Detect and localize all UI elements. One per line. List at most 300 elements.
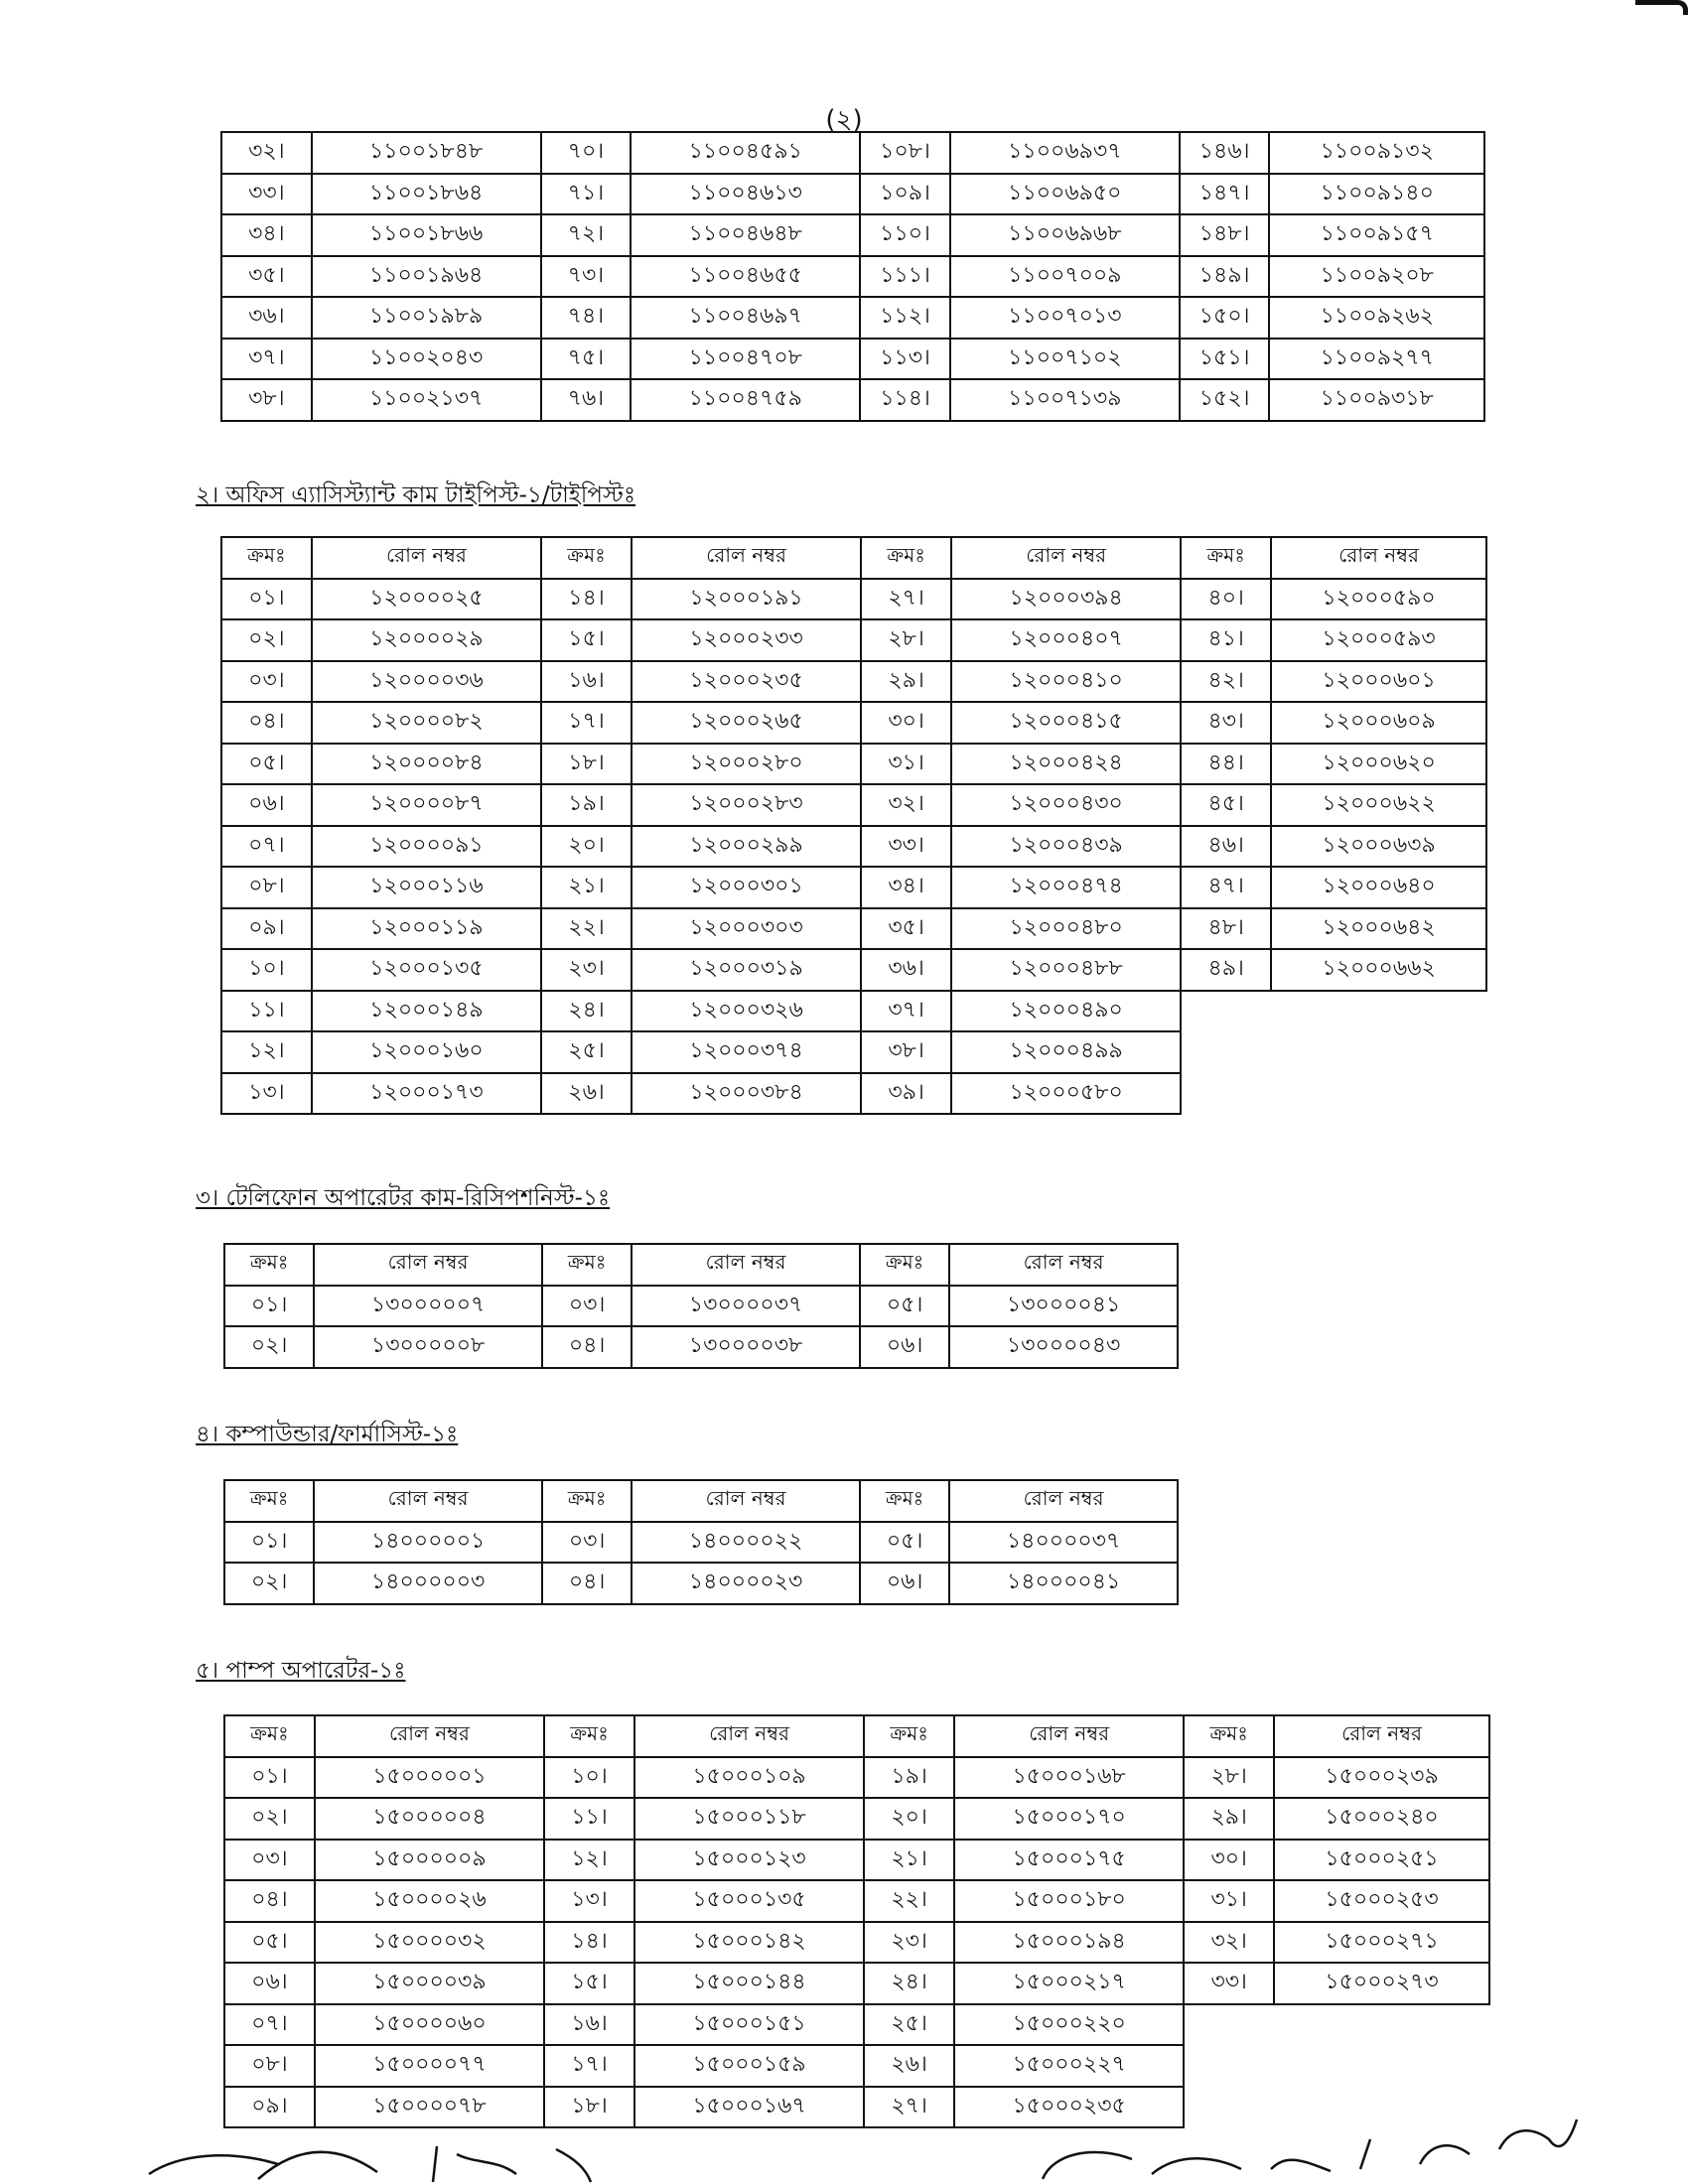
table-row: [221, 379, 1484, 421]
serial-cell: ২৫।: [864, 2004, 954, 2046]
serial-cell: ১১১।: [860, 256, 950, 298]
roll-number-cell: ১৪০০০০২৩: [632, 1563, 860, 1604]
roll-number-cell: ১১০০৪৬১৩: [631, 174, 860, 215]
serial-cell: ১০।: [544, 1757, 634, 1799]
table-row: [224, 1840, 1489, 1881]
table-row: [221, 297, 1484, 339]
serial-cell: ১৫।: [544, 1963, 634, 2004]
roll-number-cell: ১৪০০০০২২: [632, 1522, 860, 1564]
serial-cell: ০৮।: [224, 2045, 315, 2087]
serial-cell: ৩৮।: [221, 379, 312, 421]
serial-cell: ০৪।: [221, 702, 312, 744]
roll-number-cell: ১২০০০৩৮৪: [632, 1073, 861, 1115]
serial-cell: ৪১।: [1181, 619, 1271, 661]
page-edge-mark: [1635, 0, 1688, 15]
roll-number-cell: ১৫০০০১৭০: [954, 1798, 1184, 1840]
serial-header: ক্রমঃ: [542, 1480, 632, 1522]
empty-cell: [1181, 991, 1271, 1032]
table-header-row: [224, 1715, 1489, 1757]
roll-number-cell: ১৫০০০১৪২: [634, 1922, 864, 1964]
roll-number-cell: ১৫০০০১২৩: [634, 1840, 864, 1881]
serial-cell: ২০।: [541, 826, 632, 868]
table-row: [224, 2004, 1489, 2046]
table-row: [221, 744, 1486, 785]
serial-cell: ২২।: [864, 1880, 954, 1922]
section-heading-compounder: ৪। কম্পাউন্ডার/ফার্মাসিস্ট-১ঃ: [196, 1422, 459, 1447]
roll-table-compounder: [223, 1479, 1179, 1605]
roll-number-cell: ১২০০০০৮২: [312, 702, 541, 744]
roll-number-cell: ১৫০০০২৩৫: [954, 2087, 1184, 2128]
roll-number-cell: ১২০০০১১৬: [312, 867, 541, 908]
serial-cell: ০১।: [221, 579, 312, 620]
roll-number-cell: ১৫০০০১৫৯: [634, 2045, 864, 2087]
roll-number-cell: ১৫০০০০৩২: [315, 1922, 544, 1964]
serial-cell: ২৩।: [864, 1922, 954, 1964]
roll-number-header: রোল নম্বর: [632, 537, 861, 579]
serial-cell: ৩৮।: [861, 1031, 951, 1073]
serial-cell: ০৩।: [221, 661, 312, 703]
roll-number-cell: ১১০০৪৬৫৫: [631, 256, 860, 298]
serial-header: ক্রমঃ: [224, 1480, 314, 1522]
serial-cell: ৩৭।: [861, 991, 951, 1032]
roll-number-cell: ১২০০০২৮০: [632, 744, 861, 785]
serial-cell: ২৭।: [864, 2087, 954, 2128]
roll-number-cell: ১১০০১৯৮৯: [312, 297, 541, 339]
serial-cell: ৭৪।: [541, 297, 632, 339]
serial-cell: ১১।: [221, 991, 312, 1032]
serial-cell: ৪৫।: [1181, 784, 1271, 826]
table-row: [221, 132, 1484, 174]
serial-cell: ২১।: [864, 1840, 954, 1881]
serial-cell: ২৮।: [1184, 1757, 1274, 1799]
empty-cell: [1181, 1031, 1271, 1073]
serial-cell: ৭৬।: [541, 379, 632, 421]
empty-cell: [1271, 1031, 1486, 1073]
serial-header: ক্রমঃ: [1181, 537, 1271, 579]
roll-number-cell: ১২০০০৩৭৪: [632, 1031, 861, 1073]
empty-cell: [1184, 2004, 1274, 2046]
roll-number-cell: ১১০০২০৪৩: [312, 339, 541, 380]
roll-number-cell: ১৫০০০১৭৫: [954, 1840, 1184, 1881]
roll-number-cell: ১২০০০৩০১: [632, 867, 861, 908]
serial-cell: ৭০।: [541, 132, 632, 174]
serial-cell: ৪৪।: [1181, 744, 1271, 785]
roll-number-header: রোল নম্বর: [949, 1480, 1178, 1522]
serial-cell: ১১।: [544, 1798, 634, 1840]
roll-number-cell: ১৫০০০২৫৩: [1274, 1880, 1489, 1922]
serial-cell: ০৫।: [860, 1286, 949, 1327]
roll-number-cell: ১১০০৯২৬২: [1269, 297, 1484, 339]
serial-cell: ৩৫।: [861, 908, 951, 950]
table-row: [221, 256, 1484, 298]
roll-number-cell: ১৫০০০০০১: [315, 1757, 544, 1799]
serial-cell: ৩৩।: [221, 174, 312, 215]
serial-cell: ৭৫।: [541, 339, 632, 380]
roll-number-cell: ১১০০১৮৪৮: [312, 132, 541, 174]
serial-cell: ০৬।: [860, 1326, 949, 1368]
serial-cell: ১৪৬।: [1180, 132, 1270, 174]
roll-number-cell: ১২০০০১৩৫: [312, 949, 541, 991]
roll-number-cell: ১১০০৬৯৬৮: [950, 214, 1180, 256]
serial-cell: ০৬।: [224, 1963, 315, 2004]
roll-number-header: রোল নম্বর: [314, 1480, 542, 1522]
serial-cell: ২৭।: [861, 579, 951, 620]
serial-header: ক্রমঃ: [542, 1244, 632, 1286]
serial-cell: ১৯।: [864, 1757, 954, 1799]
serial-cell: ১৭।: [541, 702, 632, 744]
section-heading-typist: ২। অফিস এ্যাসিস্ট্যান্ট কাম টাইপিস্ট-১/টাইপিস্টঃ: [196, 482, 636, 508]
serial-cell: ৩৩।: [861, 826, 951, 868]
serial-cell: ০২।: [224, 1798, 315, 1840]
serial-header: ক্রমঃ: [864, 1715, 954, 1757]
table-row: [221, 174, 1484, 215]
serial-cell: ৩৫।: [221, 256, 312, 298]
roll-number-cell: ১২০০০৪১৫: [951, 702, 1181, 744]
serial-cell: ০৬।: [221, 784, 312, 826]
table-row: [221, 702, 1486, 744]
serial-cell: ৩৪।: [861, 867, 951, 908]
roll-number-cell: ১৪০০০০৪১: [949, 1563, 1178, 1604]
roll-number-cell: ১২০০০৪০৭: [951, 619, 1181, 661]
serial-cell: ৪৭।: [1181, 867, 1271, 908]
table-row: [221, 661, 1486, 703]
roll-number-cell: ১১০০৭১৩৯: [950, 379, 1180, 421]
serial-cell: ২৪।: [864, 1963, 954, 2004]
serial-cell: ০৩।: [542, 1522, 632, 1564]
roll-number-header: রোল নম্বর: [949, 1244, 1178, 1286]
roll-number-cell: ১১০০৪৭০৮: [631, 339, 860, 380]
page-number: (২): [825, 105, 863, 135]
roll-number-cell: ১১০০১৮৬৪: [312, 174, 541, 215]
serial-cell: ০৫।: [221, 744, 312, 785]
serial-cell: ০৩।: [224, 1840, 315, 1881]
serial-cell: ০৮।: [221, 867, 312, 908]
roll-number-header: রোল নম্বর: [314, 1244, 542, 1286]
roll-number-cell: ১৫০০০২৭৩: [1274, 1963, 1489, 2004]
serial-cell: ৩২।: [861, 784, 951, 826]
roll-number-header: রোল নম্বর: [1271, 537, 1486, 579]
serial-cell: ৪৮।: [1181, 908, 1271, 950]
roll-number-cell: ১৫০০০১৬৭: [634, 2087, 864, 2128]
serial-cell: ০৫।: [860, 1522, 949, 1564]
serial-cell: ১৪৯।: [1180, 256, 1270, 298]
roll-number-cell: ১২০০০৬৪২: [1271, 908, 1486, 950]
serial-cell: ৩৭।: [221, 339, 312, 380]
serial-cell: ১০।: [221, 949, 312, 991]
serial-cell: ০৯।: [224, 2087, 315, 2128]
roll-number-cell: ১৫০০০২২৭: [954, 2045, 1184, 2087]
roll-number-cell: ১২০০০৪৮০: [951, 908, 1181, 950]
table-row: [221, 339, 1484, 380]
table-header-row: [224, 1480, 1178, 1522]
roll-number-cell: ১২০০০৪৯৯: [951, 1031, 1181, 1073]
table-row: [221, 619, 1486, 661]
roll-number-cell: ১১০০৭১০২: [950, 339, 1180, 380]
roll-table-telephone-operator: [223, 1243, 1179, 1369]
roll-number-cell: ১২০০০১৭৩: [312, 1073, 541, 1115]
roll-number-cell: ১২০০০৪১০: [951, 661, 1181, 703]
serial-cell: ২৩।: [541, 949, 632, 991]
table-row: [224, 1563, 1178, 1604]
serial-cell: ১১০।: [860, 214, 950, 256]
roll-number-cell: ১৩০০০০৪১: [949, 1286, 1178, 1327]
serial-cell: ২১।: [541, 867, 632, 908]
roll-number-cell: ১২০০০৪৮৮: [951, 949, 1181, 991]
serial-cell: ৪৯।: [1181, 949, 1271, 991]
serial-cell: ১৪।: [541, 579, 632, 620]
roll-number-cell: ১৫০০০১৮০: [954, 1880, 1184, 1922]
roll-number-cell: ১২০০০০৩৬: [312, 661, 541, 703]
serial-cell: ০১।: [224, 1522, 314, 1564]
roll-number-cell: ১৪০০০০৩৭: [949, 1522, 1178, 1564]
roll-table-pump-operator: [223, 1714, 1490, 2128]
roll-number-cell: ১৫০০০২৫১: [1274, 1840, 1489, 1881]
serial-cell: ২৬।: [864, 2045, 954, 2087]
table-row: [224, 1798, 1489, 1840]
empty-cell: [1271, 991, 1486, 1032]
table-row: [221, 214, 1484, 256]
table-row: [221, 1073, 1486, 1115]
roll-number-cell: ১২০০০২৩৫: [632, 661, 861, 703]
empty-cell: [1181, 1073, 1271, 1115]
roll-number-cell: ১৫০০০০২৬: [315, 1880, 544, 1922]
roll-number-cell: ১১০০৯২৭৭: [1269, 339, 1484, 380]
roll-number-cell: ১১০০৯২০৮: [1269, 256, 1484, 298]
roll-number-cell: ১২০০০৩১৯: [632, 949, 861, 991]
serial-cell: ১১২।: [860, 297, 950, 339]
roll-number-cell: ১১০০৪৬৯৭: [631, 297, 860, 339]
serial-cell: ২৯।: [1184, 1798, 1274, 1840]
roll-number-cell: ১৩০০০০৪৩: [949, 1326, 1178, 1368]
serial-cell: ৩০।: [1184, 1840, 1274, 1881]
serial-cell: ১২।: [221, 1031, 312, 1073]
roll-number-cell: ১৫০০০০০৯: [315, 1840, 544, 1881]
roll-number-cell: ১২০০০৩৯৪: [951, 579, 1181, 620]
roll-number-cell: ১৫০০০০৭৮: [315, 2087, 544, 2128]
serial-cell: ২৬।: [541, 1073, 632, 1115]
roll-number-cell: ১২০০০৩০৩: [632, 908, 861, 950]
roll-number-cell: ১৫০০০২২০: [954, 2004, 1184, 2046]
roll-number-cell: ১২০০০২৮৩: [632, 784, 861, 826]
roll-number-cell: ১৫০০০২৪০: [1274, 1798, 1489, 1840]
serial-cell: ১০৯।: [860, 174, 950, 215]
roll-number-cell: ১২০০০৪৩০: [951, 784, 1181, 826]
roll-number-cell: ১৫০০০১৪৪: [634, 1963, 864, 2004]
table-header-row: [221, 537, 1486, 579]
serial-cell: ১৬।: [544, 2004, 634, 2046]
serial-cell: ০৭।: [221, 826, 312, 868]
serial-cell: ২০।: [864, 1798, 954, 1840]
serial-cell: ০৯।: [221, 908, 312, 950]
roll-number-cell: ১৫০০০১৫১: [634, 2004, 864, 2046]
serial-cell: ৩২।: [1184, 1922, 1274, 1964]
roll-number-header: রোল নম্বর: [632, 1480, 860, 1522]
roll-number-cell: ১৫০০০০৬০: [315, 2004, 544, 2046]
serial-header: ক্রমঃ: [544, 1715, 634, 1757]
serial-cell: ৭১।: [541, 174, 632, 215]
table-row: [221, 826, 1486, 868]
serial-cell: ১৮।: [541, 744, 632, 785]
roll-number-cell: ১৪০০০০০৩: [314, 1563, 542, 1604]
serial-cell: ২২।: [541, 908, 632, 950]
serial-header: ক্রমঃ: [1184, 1715, 1274, 1757]
serial-cell: ৭২।: [541, 214, 632, 256]
roll-number-cell: ১২০০০১৪৯: [312, 991, 541, 1032]
serial-cell: ১১৪।: [860, 379, 950, 421]
serial-cell: ০২।: [224, 1326, 314, 1368]
roll-number-cell: ১২০০০০২৯: [312, 619, 541, 661]
serial-cell: ৩০।: [861, 702, 951, 744]
serial-cell: ০৬।: [860, 1563, 949, 1604]
roll-number-cell: ১২০০০৪৯০: [951, 991, 1181, 1032]
empty-cell: [1274, 2004, 1489, 2046]
roll-number-cell: ১২০০০৪৭৪: [951, 867, 1181, 908]
roll-number-cell: ১২০০০৬৪০: [1271, 867, 1486, 908]
roll-number-cell: ১২০০০৫৯৩: [1271, 619, 1486, 661]
serial-cell: ১৫০।: [1180, 297, 1270, 339]
table-row: [221, 867, 1486, 908]
serial-cell: ৩৩।: [1184, 1963, 1274, 2004]
serial-cell: ১৯।: [541, 784, 632, 826]
roll-number-cell: ১২০০০২৯৯: [632, 826, 861, 868]
roll-number-cell: ১১০০১৮৬৬: [312, 214, 541, 256]
serial-cell: ০৫।: [224, 1922, 315, 1964]
serial-cell: ১২।: [544, 1840, 634, 1881]
table-row: [224, 1922, 1489, 1964]
roll-number-cell: ১৫০০০১১৮: [634, 1798, 864, 1840]
empty-cell: [1271, 1073, 1486, 1115]
table-row: [221, 991, 1486, 1032]
roll-number-cell: ১২০০০৬২০: [1271, 744, 1486, 785]
section-heading-telephone-operator: ৩। টেলিফোন অপারেটর কাম-রিসিপশনিস্ট-১ঃ: [196, 1185, 611, 1211]
serial-cell: ৩২।: [221, 132, 312, 174]
roll-number-cell: ১২০০০০৮৪: [312, 744, 541, 785]
serial-cell: ২৫।: [541, 1031, 632, 1073]
serial-cell: ৪৬।: [1181, 826, 1271, 868]
table-row: [221, 1031, 1486, 1073]
roll-number-cell: ১৫০০০০৭৭: [315, 2045, 544, 2087]
serial-cell: ০৭।: [224, 2004, 315, 2046]
roll-number-header: রোল নম্বর: [1274, 1715, 1489, 1757]
table-row: [224, 1286, 1178, 1327]
roll-number-cell: ১৫০০০০৩৯: [315, 1963, 544, 2004]
roll-number-cell: ১১০০৪৭৫৯: [631, 379, 860, 421]
serial-cell: ০৪।: [224, 1880, 315, 1922]
signature-left: [139, 2134, 596, 2184]
roll-number-cell: ১১০০৯১৩২: [1269, 132, 1484, 174]
roll-number-cell: ১৫০০০০০৪: [315, 1798, 544, 1840]
serial-cell: ১৪৭।: [1180, 174, 1270, 215]
serial-cell: ১৩।: [221, 1073, 312, 1115]
roll-number-cell: ১১০০২১৩৭: [312, 379, 541, 421]
roll-number-cell: ১৩০০০০০৭: [314, 1286, 542, 1327]
roll-number-cell: ১২০০০৬০১: [1271, 661, 1486, 703]
roll-number-cell: ১২০০০৬২২: [1271, 784, 1486, 826]
roll-number-header: রোল নম্বর: [954, 1715, 1184, 1757]
serial-cell: ০৪।: [542, 1326, 632, 1368]
serial-cell: ০৩।: [542, 1286, 632, 1327]
roll-number-header: রোল নম্বর: [634, 1715, 864, 1757]
roll-number-cell: ১১০০৪৬৪৮: [631, 214, 860, 256]
roll-number-cell: ১২০০০০২৫: [312, 579, 541, 620]
roll-number-cell: ১৫০০০১৯৪: [954, 1922, 1184, 1964]
serial-cell: ০১।: [224, 1757, 315, 1799]
roll-number-cell: ১৫০০০২৭১: [1274, 1922, 1489, 1964]
roll-number-cell: ১২০০০০৮৭: [312, 784, 541, 826]
roll-number-cell: ১১০০৪৫৯১: [631, 132, 860, 174]
serial-header: ক্রমঃ: [860, 1480, 949, 1522]
serial-cell: ৪৩।: [1181, 702, 1271, 744]
table-row: [224, 1522, 1178, 1564]
table-row: [224, 1326, 1178, 1368]
serial-cell: ৩৬।: [221, 297, 312, 339]
table-row: [224, 1963, 1489, 2004]
signature-right: [1033, 2100, 1589, 2184]
serial-cell: ৪২।: [1181, 661, 1271, 703]
table-row: [221, 579, 1486, 620]
serial-cell: ৪০।: [1181, 579, 1271, 620]
roll-number-cell: ১২০০০৬৬২: [1271, 949, 1486, 991]
roll-number-cell: ১৩০০০০০৮: [314, 1326, 542, 1368]
table-header-row: [224, 1244, 1178, 1286]
table-row: [224, 1757, 1489, 1799]
serial-header: ক্রমঃ: [860, 1244, 949, 1286]
roll-number-cell: ১৫০০০১৩৫: [634, 1880, 864, 1922]
serial-cell: ১৪।: [544, 1922, 634, 1964]
table-row: [221, 949, 1486, 991]
serial-cell: ২৮।: [861, 619, 951, 661]
roll-number-cell: ১২০০০৬০৯: [1271, 702, 1486, 744]
serial-cell: ৩৪।: [221, 214, 312, 256]
table-row: [224, 1880, 1489, 1922]
roll-number-cell: ১২০০০১৯১: [632, 579, 861, 620]
roll-number-cell: ১১০০৭০০৯: [950, 256, 1180, 298]
serial-cell: ০৪।: [542, 1563, 632, 1604]
serial-cell: ৩১।: [861, 744, 951, 785]
roll-number-header: রোল নম্বর: [632, 1244, 860, 1286]
serial-cell: ১৭।: [544, 2045, 634, 2087]
roll-number-header: রোল নম্বর: [951, 537, 1181, 579]
serial-header: ক্রমঃ: [541, 537, 632, 579]
serial-header: ক্রমঃ: [221, 537, 312, 579]
roll-number-cell: ১২০০০৪৩৯: [951, 826, 1181, 868]
roll-number-cell: ১২০০০১১৯: [312, 908, 541, 950]
roll-number-cell: ১১০০৬৯৫০: [950, 174, 1180, 215]
roll-number-cell: ১৩০০০০৩৭: [632, 1286, 860, 1327]
roll-number-cell: ১২০০০৪২৪: [951, 744, 1181, 785]
roll-number-cell: ১১০০৯১৫৭: [1269, 214, 1484, 256]
empty-cell: [1274, 2045, 1489, 2087]
roll-number-cell: ১৪০০০০০১: [314, 1522, 542, 1564]
serial-cell: ১৫২।: [1180, 379, 1270, 421]
roll-number-cell: ১২০০০০৯১: [312, 826, 541, 868]
roll-number-header: রোল নম্বর: [312, 537, 541, 579]
roll-number-cell: ১২০০০৬৩৯: [1271, 826, 1486, 868]
serial-cell: ১৬।: [541, 661, 632, 703]
roll-number-cell: ১২০০০২৩৩: [632, 619, 861, 661]
serial-header: ক্রমঃ: [224, 1715, 315, 1757]
roll-number-cell: ১৫০০০২৩৯: [1274, 1757, 1489, 1799]
serial-cell: ৩৯।: [861, 1073, 951, 1115]
roll-number-cell: ১৫০০০১০৯: [634, 1757, 864, 1799]
roll-number-cell: ১১০০৬৯৩৭: [950, 132, 1180, 174]
serial-cell: ২৪।: [541, 991, 632, 1032]
roll-number-cell: ১৩০০০০৩৮: [632, 1326, 860, 1368]
roll-table-typist: [220, 536, 1487, 1115]
roll-number-cell: ১২০০০৫৯০: [1271, 579, 1486, 620]
roll-number-header: রোল নম্বর: [315, 1715, 544, 1757]
serial-cell: ৩৬।: [861, 949, 951, 991]
